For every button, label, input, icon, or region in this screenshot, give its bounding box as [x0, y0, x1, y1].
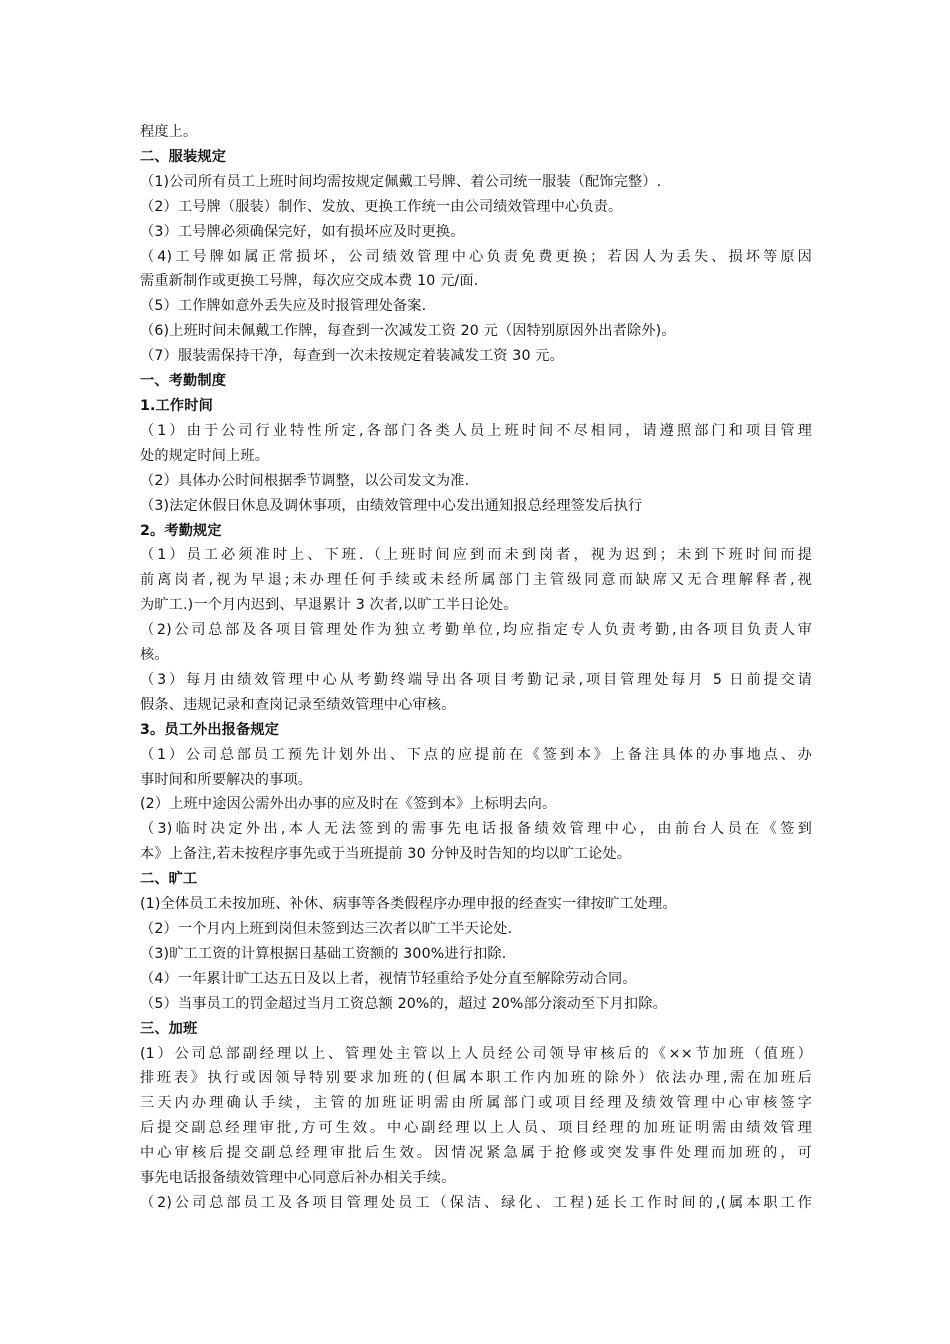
- document-page: [140, 120, 812, 1216]
- paragraph-line: （5）当事员工的罚金超过当月工资总额 20%的，超过 20%部分滚动至下月扣除。: [140, 995, 667, 1012]
- paragraph-line: 中心审核后提交副总经理审批后生效。因情况紧急属于抢修或突发事件处理而加班的，可: [140, 1145, 812, 1162]
- paragraph-line: （3）每月由绩效管理中心从考勤终端导出各项目考勤记录,项目管理处每月 5 日前提交请: [140, 671, 812, 688]
- paragraph-line: （1）由于公司行业特性所定,各部门各类人员上班时间不尽相同，请遵照部门和项目管理: [140, 422, 812, 439]
- paragraph-line: 需重新制作或更换工号牌，每次应交成本费 10 元/面.: [140, 273, 479, 290]
- section-heading: 一、考勤制度: [140, 373, 227, 390]
- paragraph-line: 程度上。: [140, 124, 198, 140]
- paragraph-line: （6)上班时间未佩戴工作牌，每查到一次减发工资 20 元（因特别原因外出者除外)。: [140, 323, 676, 340]
- paragraph-line: 假条、违规记录和查岗记录至绩效管理中心审核。: [140, 696, 456, 713]
- paragraph-line: （2）工号牌（服装）制作、发放、更换工作统一由公司绩效管理中心负责。: [140, 198, 623, 215]
- section-heading: 二、旷工: [140, 871, 198, 888]
- paragraph-line: (2）上班中途因公需外出办事的应及时在《签到本》上标明去向。: [140, 796, 557, 813]
- paragraph-line: （3)临时决定外出,本人无法签到的需事先电话报备绩效管理中心，由前台人员在《签到: [140, 821, 812, 838]
- paragraph-line: （2）一个月内上班到岗但未签到达三次者以旷工半天论处.: [140, 921, 513, 937]
- section-heading: 1.工作时间: [140, 397, 213, 414]
- paragraph-line: 事时间和所要解决的事项。: [140, 771, 313, 788]
- paragraph-line: 本》上备注,若未按程序事先或于当班提前 30 分钟及时告知的均以旷工论处。: [140, 846, 632, 863]
- paragraph-line: 核。: [140, 647, 169, 664]
- paragraph-line: (1)全体员工未按加班、补休、病事等各类假程序办理申报的经查实一律按旷工处理。: [140, 896, 677, 913]
- paragraph-line: （3）工号牌必须确保完好，如有损坏应及时更换。: [140, 223, 465, 240]
- paragraph-line: （4）一年累计旷工达五日及以上者，视情节轻重给予处分直至解除劳动合同。: [140, 970, 637, 987]
- paragraph-line: （1）员工必须准时上、下班.（上班时间应到而未到岗者，视为迟到；未到下班时间而提: [140, 547, 812, 564]
- section-heading: 二、服装规定: [140, 148, 227, 165]
- paragraph-line: （2)公司总部员工及各项目管理处员工（保洁、绿化、工程)延长工作时间的,(属本职工作: [140, 1194, 812, 1211]
- paragraph-line: 前离岗者,视为早退;未办理任何手续或未经所属部门主管级同意而缺席又无合理解释者,视: [140, 572, 812, 589]
- paragraph-line: 事先电话报备绩效管理中心同意后补办相关手续。: [140, 1170, 456, 1187]
- paragraph-line: （4)工号牌如属正常损坏，公司绩效管理中心负责免费更换；若因人为丢失、损坏等原因: [140, 248, 812, 265]
- paragraph-line: （2)公司总部及各项目管理处作为独立考勤单位,均应指定专人负责考勤,由各项目负责人审: [140, 622, 812, 639]
- paragraph-line: 为旷工.)一个月内迟到、早退累计 3 次者,以旷工半日论处。: [140, 597, 518, 614]
- section-heading: 2。考勤规定: [140, 522, 222, 539]
- paragraph-line: （1)公司所有员工上班时间均需按规定佩戴工号牌、着公司统一服装（配饰完整）.: [140, 173, 662, 190]
- paragraph-line: (1）公司总部副经理以上、管理处主管以上人员经公司领导审核后的《××节加班（值班）: [140, 1045, 812, 1062]
- section-heading: 三、加班: [140, 1020, 198, 1037]
- paragraph-line: （1）公司总部员工预先计划外出、下点的应提前在《签到本》上备注具体的办事地点、办: [140, 746, 812, 763]
- section-heading: 3。员工外出报备规定: [140, 721, 280, 738]
- paragraph-line: 排班表》执行或因领导特别要求加班的(但属本职工作内加班的除外）依法办理,需在加班后: [140, 1070, 812, 1087]
- paragraph-line: 后提交副总经理审批,方可生效。中心副经理以上人员、项目经理的加班证明需由绩效管理: [140, 1120, 812, 1137]
- paragraph-line: （5）工作牌如意外丢失应及时报管理处备案.: [140, 298, 427, 315]
- paragraph-line: （7）服装需保持干净，每查到一次未按规定着装减发工资 30 元。: [140, 348, 564, 365]
- paragraph-line: 处的规定时间上班。: [140, 447, 270, 464]
- paragraph-line: 三天内办理确认手续，主管的加班证明需由所属部门或项目经理及绩效管理中心审核签字: [140, 1095, 812, 1112]
- paragraph-line: （2）具体办公时间根据季节调整，以公司发文为准.: [140, 472, 470, 489]
- paragraph-line: （3)旷工工资的计算根据日基础工资额的 300%进行扣除.: [140, 945, 507, 962]
- paragraph-line: （3)法定休假日休息及调休事项，由绩效管理中心发出通知报总经理签发后执行: [140, 497, 643, 514]
